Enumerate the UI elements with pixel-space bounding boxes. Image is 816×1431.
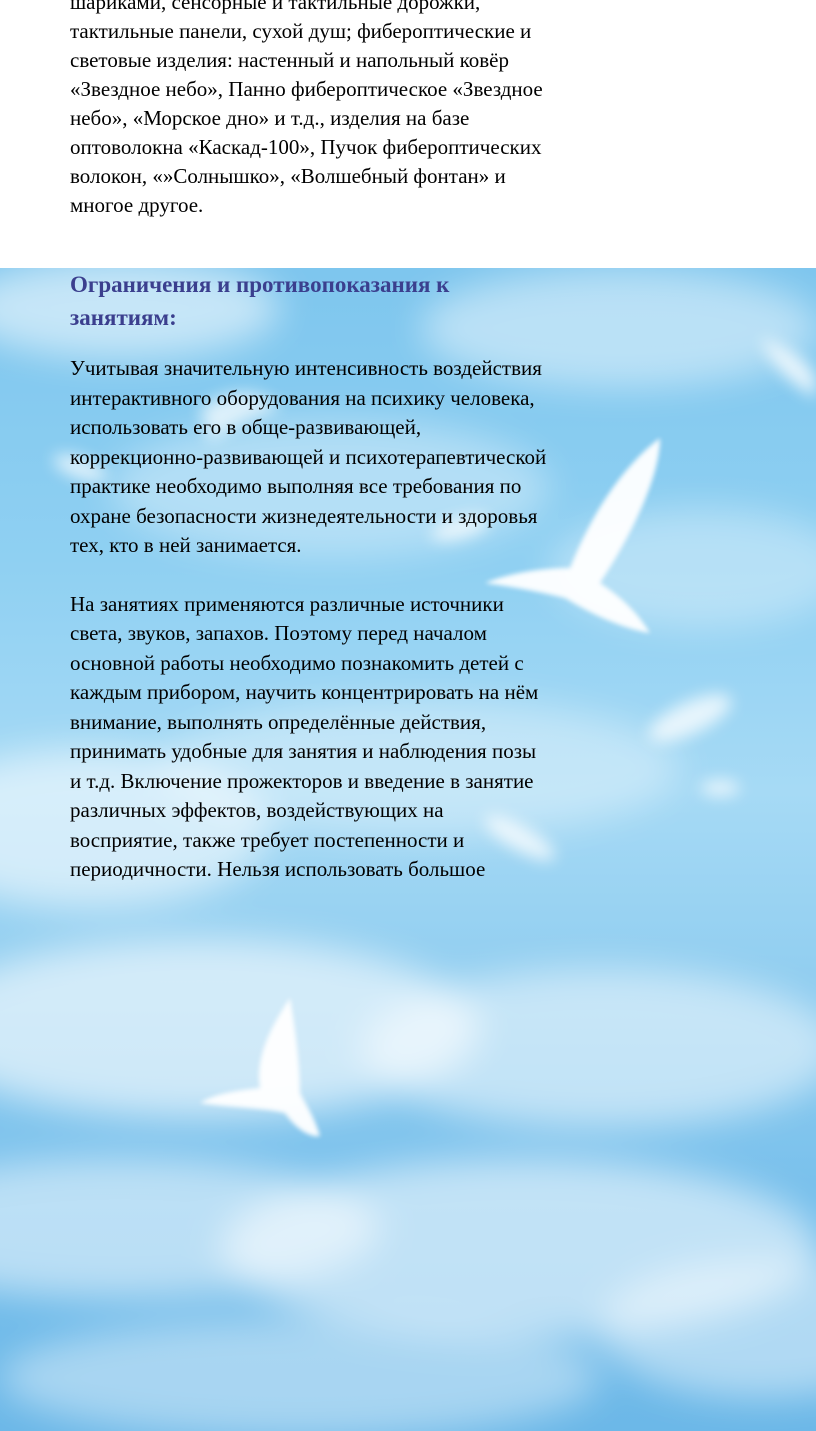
text-line: тех, кто в ней занимается. bbox=[70, 533, 302, 557]
text-line: волокон, «»Солнышко», «Волшебный фонтан» и bbox=[70, 164, 506, 188]
text-line: и т.д. Включение прожекторов и введение в занятие bbox=[70, 768, 534, 793]
text-line: интерактивного оборудования на психику человека, bbox=[70, 385, 535, 410]
heading-line: Ограничения и противопоказания к bbox=[70, 272, 450, 297]
text-line: оптоволокна «Каскад-100», Пучок фибероптических bbox=[70, 135, 542, 159]
text-line: световые изделия: настенный и напольный ковёр bbox=[70, 48, 510, 72]
top-white-section bbox=[0, 0, 816, 268]
text-line: шариками, сенсорные и тактильные дорожки, bbox=[70, 0, 481, 14]
text-line: охране безопасности жизнедеятельности и здоровья bbox=[70, 503, 538, 528]
text-line: На занятиях применяются различные источники bbox=[70, 591, 504, 616]
text-line: Учитывая значительную интенсивность воздействия bbox=[70, 356, 542, 380]
text-line: многое другое. bbox=[70, 193, 204, 217]
text-line: использовать его в обще-развивающей, bbox=[70, 415, 422, 439]
text-line: периодичности. Нельзя использовать большое bbox=[70, 857, 486, 881]
text-line: восприятие, также требует постепенности и bbox=[70, 827, 465, 852]
text-line: тактильные панели, сухой душ; фибероптические и bbox=[70, 19, 532, 43]
paragraph-sources bbox=[70, 590, 690, 885]
section-heading bbox=[70, 268, 690, 334]
paragraph-intensity bbox=[70, 354, 690, 561]
text-line: каждым прибором, научить концентрировать на нём bbox=[70, 680, 539, 704]
text-line: практике необходимо выполняя все требования по bbox=[70, 474, 522, 498]
text-line: небо», «Морское дно» и т.д., изделия на базе bbox=[70, 106, 470, 130]
text-line: внимание, выполнять определённые действия, bbox=[70, 709, 487, 734]
text-line: света, звуков, запахов. Поэтому перед началом bbox=[70, 621, 487, 645]
restrictions-section bbox=[70, 268, 690, 885]
equipment-list-paragraph bbox=[70, 0, 630, 220]
text-line: «Звездное небо», Панно фибероптическое «Звездное bbox=[70, 77, 543, 101]
text-line: коррекционно-развивающей и психотерапевтической bbox=[70, 444, 547, 469]
text-line: основной работы необходимо познакомить детей с bbox=[70, 650, 524, 675]
text-line: различных эффектов, воздействующих на bbox=[70, 798, 444, 822]
text-line: принимать удобные для занятия и наблюдения позы bbox=[70, 739, 537, 763]
heading-line: занятиям: bbox=[70, 305, 177, 330]
